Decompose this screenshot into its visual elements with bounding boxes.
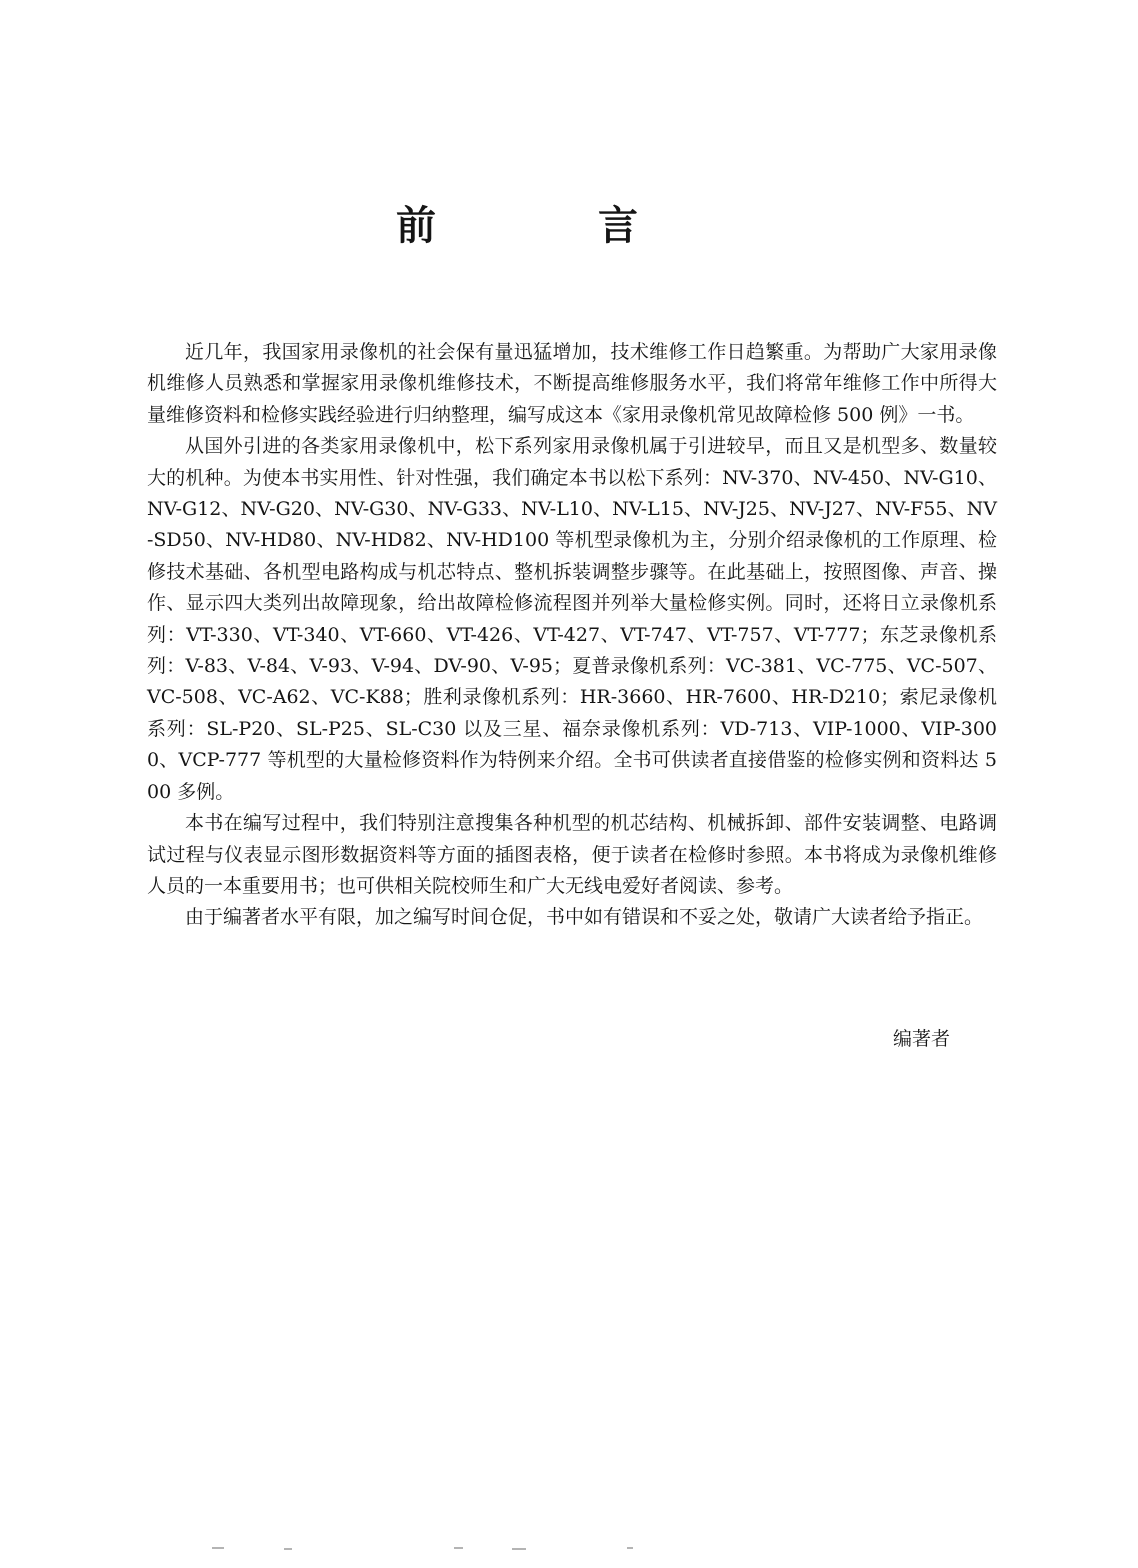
scan-artifact <box>284 1548 292 1550</box>
scan-artifact <box>512 1548 526 1550</box>
preface-paragraph-2: 从国外引进的各类家用录像机中，松下系列家用录像机属于引进较早，而且又是机型多、数量较大的机种。为使本书实用性、针对性强，我们确定本书以松下系列：NV-370、NV-450、NV-G10、NV-G12、NV-G20、NV-G30、NV-G33、NV-L10、NV-L15、NV-J25、NV-J27、NV-F55、NV-SD50、NV-HD80、NV-HD82、NV-HD100 等机型录像机为主，分别介绍录像机的工作原理、检修技术基础、各机型电路构成与机芯特点、整机拆装调整步骤等。在此基础上，按照图像、声音、操作、显示四大类列出故障现象，给出故障检修流程图并列举大量检修实例。同时，还将日立录像机系列：VT-330、VT-340、VT-660、VT-426、VT-427、VT-747、VT-757、VT-777；东芝录像机系列：V-83、V-84、V-93、V-94、DV-90、V-95；夏普录像机系列：VC-381、VC-775、VC-507、VC-508、VC-A62、VC-K88；胜利录像机系列：HR-3660、HR-7600、HR-D210；索尼录像机系列：SL-P20、SL-P25、SL-C30 以及三星、福奈录像机系列：VD-713、VIP-1000、VIP-3000、VCP-777 等机型的大量检修资料作为特例来介绍。全书可供读者直接借鉴的检修实例和资料达 500 多例。 <box>147 435 997 803</box>
preface-body <box>147 337 997 934</box>
preface-paragraph-3: 本书在编写过程中，我们特别注意搜集各种机型的机芯结构、机械拆卸、部件安装调整、电路调试过程与仪表显示图形数据资料等方面的插图表格，便于读者在检修时参照。本书将成为录像机维修人员的一本重要用书；也可供相关院校师生和广大无线电爱好者阅读、参考。 <box>147 812 997 897</box>
preface-paragraph-4: 由于编著者水平有限，加之编写时间仓促，书中如有错误和不妥之处，敬请广大读者给予指正。 <box>185 906 984 929</box>
preface-paragraph-1: 近几年，我国家用录像机的社会保有量迅猛增加，技术维修工作日趋繁重。为帮助广大家用录像机维修人员熟悉和掌握家用录像机维修技术，不断提高维修服务水平，我们将常年维修工作中所得大量维修资料和检修实践经验进行归纳整理，编写成这本《家用录像机常见故障检修 500 例》一书。 <box>147 341 997 426</box>
scan-artifact <box>627 1547 633 1549</box>
author-signature: 编著者 <box>892 1028 950 1050</box>
page-title: 前 言 <box>396 203 712 249</box>
scan-artifact <box>212 1547 224 1549</box>
scan-artifact <box>454 1547 463 1549</box>
